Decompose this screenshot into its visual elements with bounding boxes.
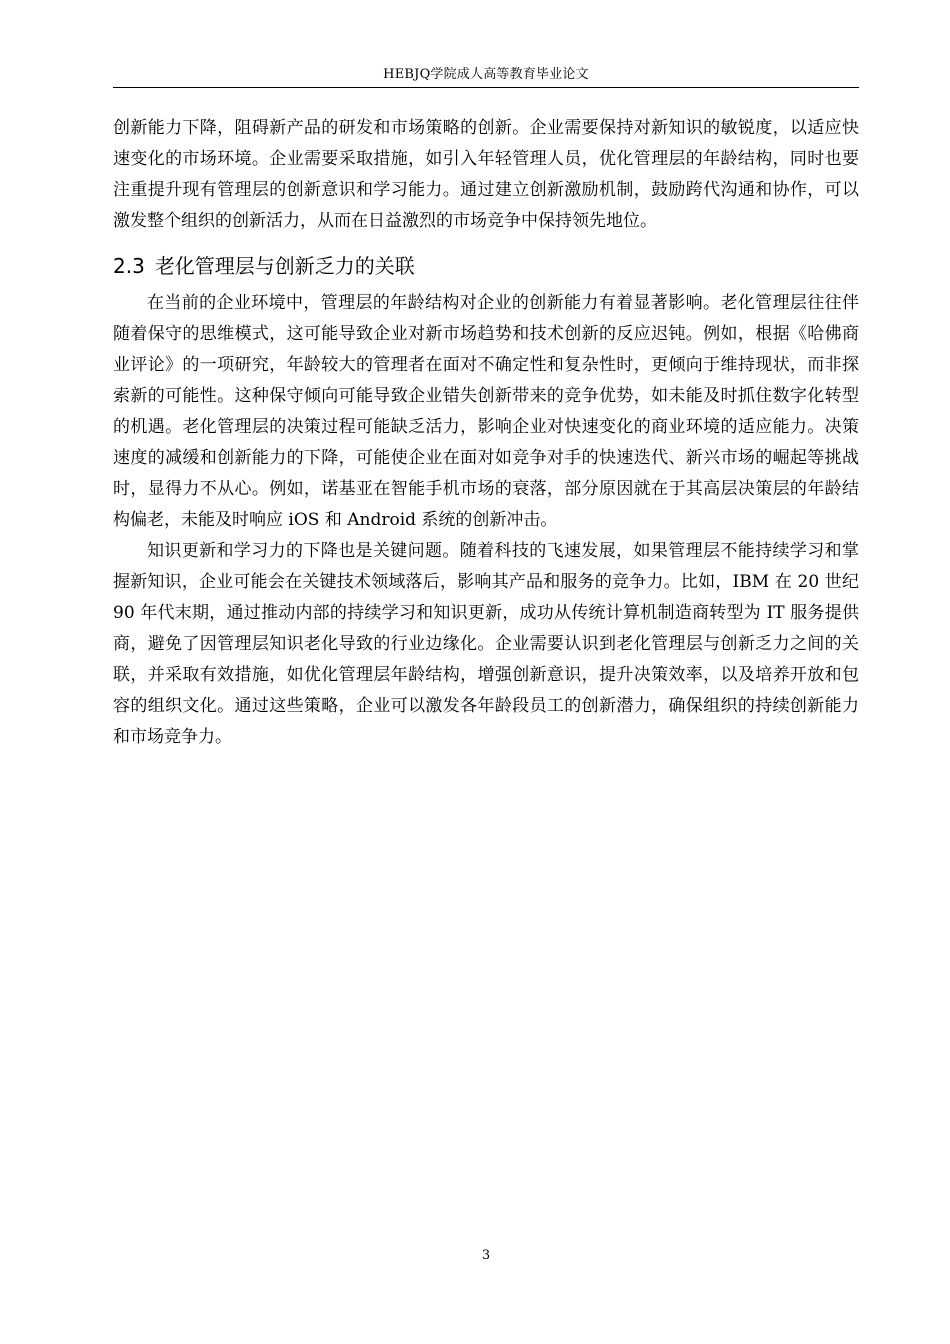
section-number: 2.3: [113, 254, 145, 278]
header-divider: [113, 87, 859, 88]
paragraph-knowledge-update: 知识更新和学习力的下降也是关键问题。随着科技的飞速发展，如果管理层不能持续学习和掌握新知识，企业可能会在关键技术领域落后，影响其产品和服务的竞争力。比如，IBM 在 20 世纪 90 年代末期，通过推动内部的持续学习和知识更新，成功从传统计算机制造商转型为 IT 服务提供商，避免了因管理层知识老化导致的行业边缘化。企业需要认识到老化管理层与创新乏力之间的关联，并采取有效措施，如优化管理层年龄结构，增强创新意识，提升决策效率，以及培养开放和包容的组织文化。通过这些策略，企业可以激发各年龄段员工的创新潜力，确保组织的持续创新能力和市场竞争力。: [113, 541, 859, 747]
section-heading: [113, 248, 859, 284]
document-body: [113, 113, 859, 753]
continued-paragraph: 创新能力下降，阻碍新产品的研发和市场策略的创新。企业需要保持对新知识的敏锐度，以适应快速变化的市场环境。企业需要采取措施，如引入年轻管理人员，优化管理层的年龄结构，同时也要注重提升现有管理层的创新意识和学习能力。通过建立创新激励机制，鼓励跨代沟通和协作，可以激发整个组织的创新活力，从而在日益激烈的市场竞争中保持领先地位。: [113, 118, 859, 231]
page-header: HEBJQ学院成人高等教育毕业论文: [383, 67, 589, 82]
page-number: 3: [481, 1248, 491, 1263]
paragraph-aging-management: 在当前的企业环境中，管理层的年龄结构对企业的创新能力有着显著影响。老化管理层往往伴随着保守的思维模式，这可能导致企业对新市场趋势和技术创新的反应迟钝。例如，根据《哈佛商业评论》的一项研究，年龄较大的管理者在面对不确定性和复杂性时，更倾向于维持现状，而非探索新的可能性。这种保守倾向可能导致企业错失创新带来的竞争优势，如未能及时抓住数字化转型的机遇。老化管理层的决策过程可能缺乏活力，影响企业对快速变化的商业环境的适应能力。决策速度的减缓和创新能力的下降，可能使企业在面对如竞争对手的快速迭代、新兴市场的崛起等挑战时，显得力不从心。例如，诺基亚在智能手机市场的衰落，部分原因就在于其高层决策层的年龄结构偏老，未能及时响应 iOS 和 Android 系统的创新冲击。: [113, 293, 859, 530]
section-title: 老化管理层与创新乏力的关联: [154, 254, 415, 278]
